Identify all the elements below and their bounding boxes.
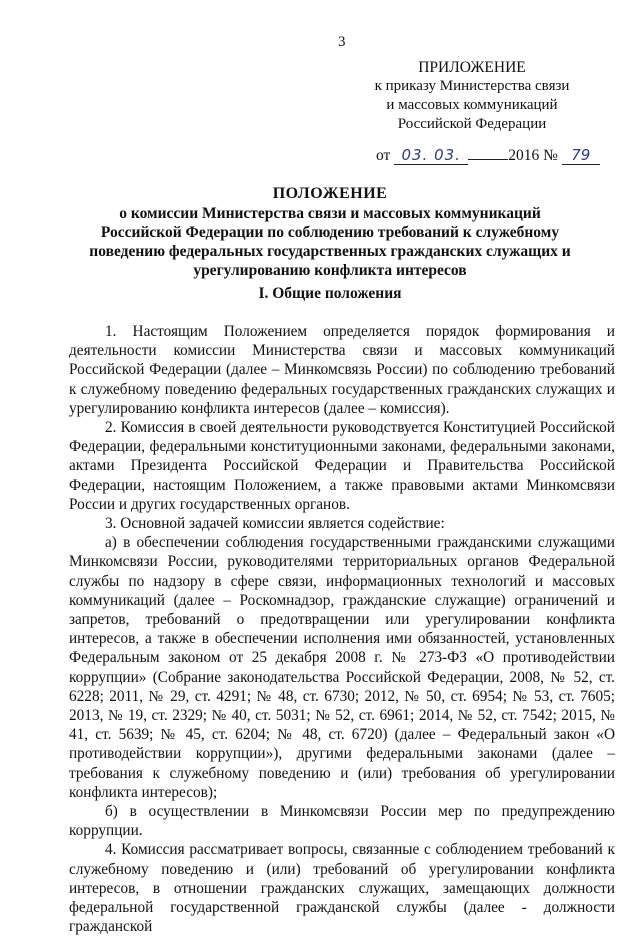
appendix-title: ПРИЛОЖЕНИЕ — [418, 59, 526, 76]
paragraph: а) в обеспечении соблюдения государственными гражданскими служащими Минкомсвязи России, руководителями территориальных органов Федеральной службы по надзору в сфере связи, информационных технологий и массовых коммуникаций (далее – Роскомнадзор, гражданские служащие) ограничений и запретов, требований о предотвращении или урегулировании конфликта интересов, а также в обеспечении исполнения ими обязанностей, установленных Федеральным законом от 25 декабря 2008 г. № 273-ФЗ «О противодействии коррупции» (Собрание законодательства Российской Федерации, 2008, № 52, ст. 6228; 2011, № 29, ст. 4291; № 48, ст. 6730; 2012, № 50, ст. 6954; № 53, ст. 7605; 2013, № 19, ст. 2329; № 40, ст. 5031; № 52, ст. 6961; 2014, № 52, ст. 7542; 2015, № 41, ст. 5639; № 45, ст. 6204; № 48, ст. 6720) (далее – Федеральный закон «О противодействии коррупции»), другими федеральными законами (далее – требования к служебному поведению и (или) требования об урегулировании конфликта интересов); — [69, 534, 615, 801]
paragraph: 1. Настоящим Положением определяется порядок формирования и деятельности комиссии Министерства связи и массовых коммуникаций Российской Федерации (далее – Минкомсвязь России) по соблюдению требований к служебному поведению федеральных государственных гражданских служащих и урегулированию конфликта интересов (далее – комиссия). — [69, 323, 615, 417]
document-subtitle: о комиссии Министерства связи и массовых коммуникаций Российской Федерации по соблюдению требований к служебному поведению федеральных государственных гражданских служащих и урегулированию конфликта интересов — [89, 205, 571, 279]
dateline-prefix: от — [376, 147, 391, 164]
page-number: 3 — [338, 34, 346, 50]
paragraph: б) в осуществлении в Минкомсвязи России мер по предупреждению коррупции. — [69, 803, 615, 840]
document-title: ПОЛОЖЕНИЕ — [272, 185, 388, 202]
order-dateline — [376, 146, 600, 165]
paragraph: 3. Основной задачей комиссии является содействие: — [105, 515, 445, 533]
number-sign: № — [543, 147, 558, 164]
document-heading — [80, 184, 580, 280]
appendix-line: к приказу Министерства связи — [374, 78, 570, 94]
section-title: I. Общие положения — [258, 285, 402, 302]
appendix-line: Российской Федерации — [397, 116, 547, 132]
dateline-year: 2016 — [508, 147, 540, 164]
document-body — [69, 322, 615, 937]
handwritten-order-number: 79 — [562, 146, 600, 165]
handwritten-date: 03. 03. — [394, 146, 468, 165]
appendix-line: и массовых коммуникаций — [386, 97, 558, 113]
blank-underline — [468, 159, 508, 160]
paragraph: 2. Комиссия в своей деятельности руководствуется Конституцией Российской Федерации, федеральными конституционными законами, федеральными законами, актами Президента Российской Федерации и Правительства Российской Федерации, настоящим Положением, а также правовыми актами Минкомсвязи России и других государственных органов. — [69, 419, 615, 513]
paragraph: 4. Комиссия рассматривает вопросы, связанные с соблюдением требований к служебному поведению и (или) требований об урегулировании конфликта интересов, в отношении гражданских служащих, замещающих должности федеральной государственной гражданской службы (далее - должности гражданской — [69, 841, 615, 936]
appendix-block — [352, 58, 592, 134]
